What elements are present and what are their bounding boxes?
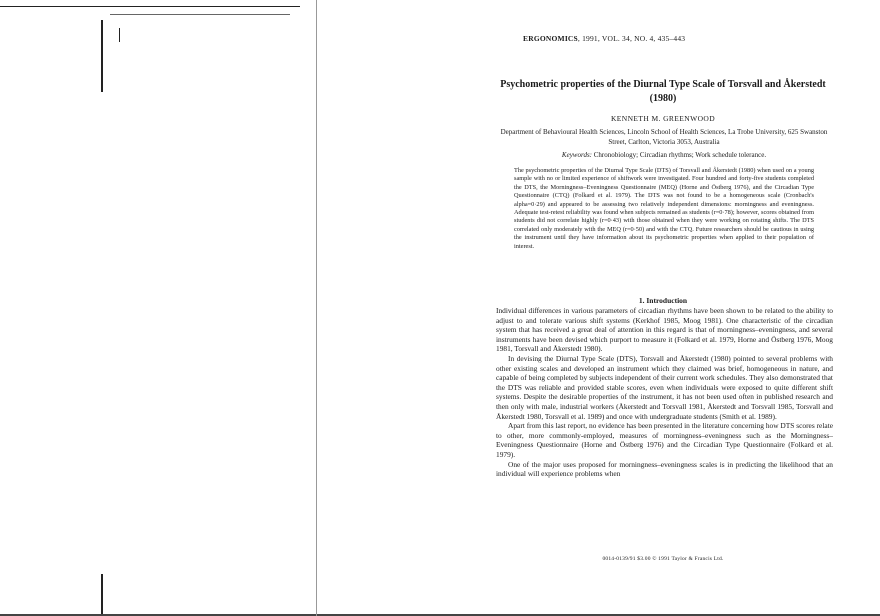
copyright-footer: 0014-0139/91 $3.00 © 1991 Taylor & Francis Ltd. [602, 556, 724, 562]
journal-details: , 1991, VOL. 34, NO. 4, 435–443 [577, 34, 686, 43]
scan-top-line-2 [110, 14, 290, 15]
author-name: KENNETH M. GREENWOOD [610, 114, 716, 123]
paragraph: In devising the Diurnal Type Scale (DTS), Torsvall and Åkerstedt (1980) pointed to several problems with other existing scales and developed an instrument which they claimed was brief, homogeneous in nature, and capable of being completed by subjects independent of their current work schedules. They also demonstrated that the DTS was reliable and provided stable scores, even when individuals were exposed to quite different shift systems. Despite the desirable properties of the instrument, it has not been used often in published research and then only with male, industrial workers (Åkerstedt and Torsvall 1981, Åkerstedt and Torsvall 1985, Torsvall and Åkerstedt 1980, Torsvall et al. 1989) and once with undergraduate students (Smith et al. 1989). [496, 353, 833, 421]
paragraph: Individual differences in various parameters of circadian rhythms have been shown to be related to the ability to adjust to and tolerate various shift systems (Kerkhof 1985, Moog 1981). One characteristic of the circadian system that has received a great deal of attention in this regard is that of morningness–eveningness, and several instruments have been devised which purport to measure it (Folkard et al. 1979, Horne and Östberg 1976, Moog 1981, Torsvall and Åkerstedt 1980). [496, 306, 833, 354]
abstract: The psychometric properties of the Diurnal Type Scale (DTS) of Torsvall and Åkerstedt (1980) when used on a young sample with no or limited experience of shiftwork were investigated. Four hundred and forty-five students completed the DTS, the Morningness–Eveningness Questionnaire (MEQ) (Horne and Östberg 1976), and the Circadian Type Questionnaire (CTQ) (Folkard et al. 1979). The DTS was not found to be a homogeneous scale (Cronbach's alpha=0·29) and appeared to be assessing two relatively independent dimensions: morningness and eveningness. Adequate test-retest reliability was found when subjects remained as students (r=0·78); however, scores obtained from students did not correlate highly (r=0·43) with those obtained when they were working on rotating shifts. The DTS correlated only moderately with the MEQ (r=0·50) and with the CTQ. Future researchers should be cautious in using the instrument until they have information about its psychometric properties when applied to their population of interest. [514, 167, 814, 250]
scan-left-mark [119, 28, 120, 42]
paper-title: Psychometric properties of the Diurnal Type Scale of Torsvall and Åkerstedt (1980) [500, 79, 826, 104]
scan-top-line [0, 6, 300, 7]
scan-left-bottom-mark [101, 574, 103, 616]
keywords-line [496, 151, 832, 159]
keywords-text: Chronobiology; Circadian rhythms; Work schedule tolerance. [593, 151, 767, 159]
scan-left-margin-line [101, 20, 103, 92]
scan-center-fold [316, 0, 317, 616]
article-page [318, 0, 880, 616]
author-affiliation: Department of Behavioural Health Sciences, Lincoln School of Health Sciences, La Trobe University, 625 Swanston Street, Carlton, Victoria 3053, Australia [500, 128, 828, 146]
paragraph: Apart from this last report, no evidence has been presented in the literature concerning how DTS scores relate to other, more commonly-employed, measures of morningness–eveningness such as the Morningness–Eveningness Questionnaire (Horne and Östberg 1976) and the Circadian Type Questionnaire (Folkard et al. 1979). [496, 421, 833, 459]
journal-header [523, 34, 685, 43]
body-text [496, 306, 833, 479]
left-blank-page [0, 0, 320, 616]
journal-name: ERGONOMICS [523, 34, 578, 43]
paragraph: One of the major uses proposed for morningness–eveningness scales is in predicting the likelihood that an individual will experience problems when [496, 459, 833, 479]
keywords-label: Keywords: [561, 151, 592, 159]
section-heading: 1. Introduction [638, 296, 688, 305]
